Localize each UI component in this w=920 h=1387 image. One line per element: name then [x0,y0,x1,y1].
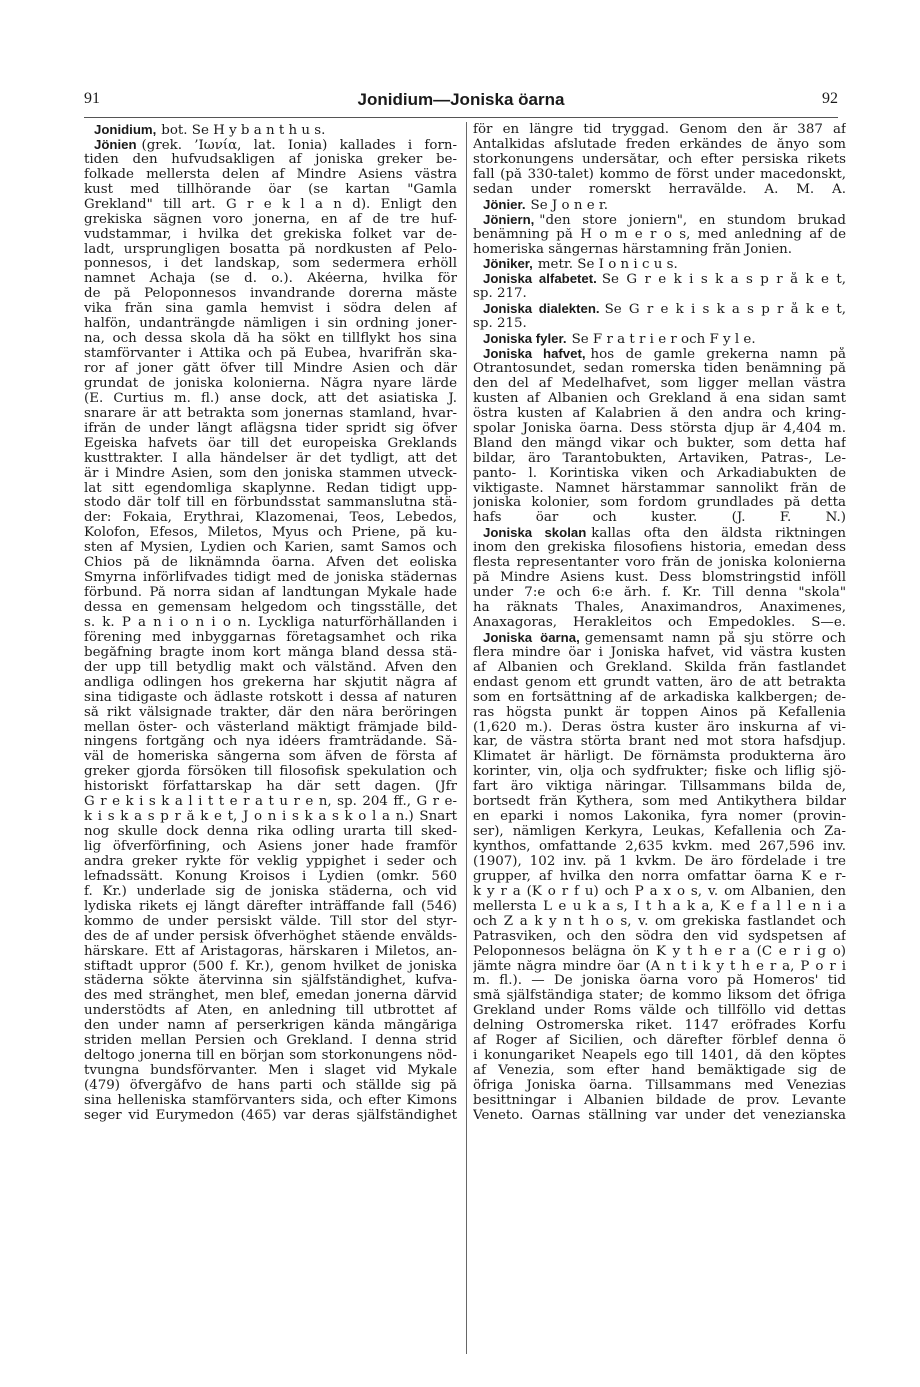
text-line: små själfständiga stater; de kommo liksom det öfriga [473,989,846,1004]
entry-line [473,257,846,272]
text-line: nog skulle dock denna rika odling urarta till sked- [84,825,457,840]
text-line: grupper, af hvilka den norra omfattar öarna K e r- [473,869,846,884]
text-line: sedan under romerskt herravälde. A. M. A. [473,182,846,197]
entry-text: kallas ofta den äldsta riktningen [591,526,846,542]
text-line: Chios på de liknämnda öarna. Äfven det eoliska [84,556,457,571]
text-line: den under namn af perserkrigen kända mångåriga [84,1019,457,1034]
text-line: kar, de västra störta brant ned mot stora hafsdjup. [473,735,846,750]
entry-text: metr. Se I o n i c u s. [537,257,678,273]
text-line: under 7:e och 6:e årh. f. Kr. Till denna "skola" [473,586,846,601]
text-line: Kolofon, Efesos, Miletos, Myus och Priene, på ku- [84,526,457,541]
text-line: m. fl.). — De joniska öarna voro på Homeros' tid [473,974,846,989]
text-line: af Albanien och Grekland. Skilda från fastlandet [473,660,846,675]
text-line: Egeiska hafvets öar till det europeiska Greklands [84,436,457,451]
text-line: är i Mindre Asien, som den joniska stammen utveck- [84,466,457,481]
text-line: Smyrna införlifvades tidigt med de joniska städernas [84,571,457,586]
entry-line [473,347,846,362]
text-line: lat sitt egendomliga skaplynne. Redan tidigt upp- [84,481,457,496]
text-line: Peloponnesos belägna ön K y t h e r a (C e r i g o) [473,944,846,959]
text-line: ifrån de under långt aflägsna tider spridt sig öfver [84,421,457,436]
text-line: Patrasviken, och den södra den vid sydspetsen af [473,929,846,944]
text-line: Grekland" till art. G r e k l a n d). Enligt den [84,197,457,212]
entry-line [473,526,846,541]
text-line: Klimatet är härligt. De förnämsta produkterna äro [473,750,846,765]
text-line: sten af Mysien, Lydien och Karien, samt Samos och [84,541,457,556]
text-line: benämning på H o m e r o s, med anledning af de [473,227,846,242]
text-line: förbund. På norra sidan af landtungan Mykale hade [84,586,457,601]
text-line: andra greker rykte för veklig yppighet i seder och [84,854,457,869]
text-line: des de af under persisk öfverhöghet stående envålds- [84,929,457,944]
text-line: der: Fokaia, Erythrai, Klazomenai, Teos, Lebedos, [84,511,457,526]
entry-text: hos de gamle grekerna namn på [590,347,846,362]
text-line: för en längre tid tryggad. Genom den år 387 af [473,123,846,137]
text-line: joniska kolonier, som fordom grundlades på detta [473,496,846,511]
text-line: och Z a k y n t h o s, v. om grekiska fastlandet och [473,914,846,929]
right-column [473,123,846,1124]
text-line: andliga odlingen hos grekerna har skjutit några af [84,675,457,690]
text-line: kommo de under persiskt välde. Till stor del styr- [84,914,457,929]
text-line: delning Östromerska riket. 1147 eröfrades Korfu [473,1019,846,1034]
text-line: k y r a (K o r f u) och P a x o s, v. om Albanien, den [473,884,846,899]
text-line: fall (på 330-talet) kommo de först under macedonskt, [473,167,846,182]
text-line: vika från sina gamla hemvist i södra delen af [84,302,457,317]
text-line: Antalkidas afslutade freden erkändes de ånyo som [473,137,846,152]
entry-text: Se G r e k i s k a s p r å k e t, [604,302,846,318]
entry-line [84,138,457,153]
text-line: tiden den hufvudsakligen af joniska greker be- [84,152,457,167]
text-line: fart äro viktiga näringar. Tillsammans bilda de, [473,780,846,795]
text-line: vudstammar, i hvilka det grekiska folket var de- [84,227,457,242]
page-header [84,90,838,114]
page-number-right: 92 [822,90,838,107]
text-line: endast genom ett grundt vatten, äro de att betrakta [473,675,846,690]
text-line: (1,620 m.). Deras östra kuster äro inskurna af vi- [473,720,846,735]
text-line: folkade mellersta delen af Mindre Asiens västra [84,167,457,182]
text-line: stiftadt uppror (500 f. Kr.), genom hvilket de joniska [84,959,457,974]
entry-line [473,213,846,228]
header-rule [84,117,838,118]
text-line: så rikt välsignade trakter, där den nära beröringen [84,705,457,720]
text-line: härskare. Ett af Aristagoras, härskaren i Miletos, an- [84,944,457,959]
text-line: ror af joner gått öfver till Mindre Asien och där [84,362,457,376]
entry-line [473,198,846,213]
text-line: lig öfverförfining, och Asiens joner hade framför [84,840,457,854]
entry-headword: Joniska alfabetet. [483,272,597,287]
entry-line [473,272,846,287]
text-line: en eparki i nomos Lakonika, fyra nomer (provin- [473,810,846,825]
text-line: na, och dessa skola då ha sökt en tillflykt hos sina [84,332,457,347]
entry-headword: Jonidium, [94,123,157,137]
entry-headword: Joniska öarna, [483,630,580,645]
text-line: korinter, vin, olja och sydfrukter; fiske och liflig sjö- [473,765,846,780]
text-line: Veneto. Öarnas ställning var under det venezianska [473,1108,846,1123]
text-line: (E. Curtius m. fl.) anse dock, att det asiatiska J. [84,391,457,406]
text-line: på Mindre Asiens kust. Dess blomstringstid inföll [473,571,846,586]
text-line: flera mindre öar i Joniska hafvet, vid västra kusten [473,645,846,660]
page-number-left: 91 [84,90,100,107]
text-line: dessa en gemensam helgedom och tingsställe, det [84,601,457,615]
text-line: sp. 215. [473,317,527,332]
text-line: som en fortsättning af de arkadiska kalkbergen; de- [473,690,846,705]
text-line: bildar, äro Tarantobukten, Artaviken, Patras-, Le- [473,451,846,466]
entry-line [473,631,846,646]
text-line: mellan öster- och västerland mäktigt främjade bild- [84,720,457,735]
text-line: sp. 217. [473,287,527,302]
text-line: tvungna bundsförvanter. Men i slaget vid Mykale [84,1064,457,1079]
text-line: ponnesos, i det landskap, som sedermera erhöll [84,257,457,272]
text-line: Anaxagoras, Herakleitos och Empedokles. S—e. [473,615,846,630]
text-line: jämte några mindre öar (A n t i k y t h e r a, P o r i [473,959,846,974]
text-line: understödts af Aten, en anledning till utbrottet af [84,1004,457,1019]
entry-text: bot. Se H y b a n t h u s. [161,123,326,138]
text-line: seger vid Eurymedon (465) var deras själfständighet [84,1108,457,1123]
text-line: lydiska rikets ej långt därefter inträffande fall (546) [84,899,457,914]
entry-line [473,302,846,317]
text-line: historiskt författarskap ha där sett dagen. (Jfr [84,780,457,795]
text-line: panto- l. Korintiska viken och Arkadiabukten de [473,466,846,481]
entry-text: Se G r e k i s k a s p r å k e t, [601,272,846,288]
text-line: k i s k a s p r å k e t, J o n i s k a s k o l a n.) Snart [84,810,457,825]
text-line: grekiska sägnen voro jonerna, en af de tre huf- [84,212,457,227]
text-line: snarare är att betrakta som jonernas stamland, hvar- [84,406,457,421]
running-title: Jonidium—Joniska öarna [357,90,565,109]
text-line: städerna sökte återvinna sin själfständighet, kufva- [84,974,457,989]
text-line: östra kusten af Kalabrien å den andra och kring- [473,406,846,421]
text-line: stodo där tolf till en förbundsstat sammanslutna stä- [84,496,457,511]
entry-text: Se J o n e r. [530,197,609,213]
entry-headword: Joniska fyler. [483,332,567,347]
text-line: begåfning bragte inom kort många bland dessa stä- [84,645,457,660]
text-line: namnet Achaja (se d. o.). Akéerna, hvilka för [84,272,457,287]
text-line: striden mellan Persien och Grekland. I denna strid [84,1034,457,1049]
text-line: flesta representanter voro från de joniska kolonierna [473,556,846,571]
text-line: mellersta L e u k a s, I t h a k a, K e f a l l e n i a [473,899,846,914]
text-line: grundat de joniska kolonierna. Några nyare lärde [84,376,457,391]
text-line: ha räknats Thales, Anaximandros, Anaximenes, [473,601,846,615]
text-line: halfön, undanträngde nämligen i sin ordning joner- [84,317,457,332]
text-line: besittningar i Albanien bildade de prov. Levante [473,1093,846,1108]
text-line: inom den grekiska filosofiens historia, emedan dess [473,541,846,556]
text-line: des med stränghet, men blef, emedan jonerna därvid [84,989,457,1004]
text-line: i konungariket Neapels ego till 1401, då den köptes [473,1049,846,1064]
entry-line [84,123,457,138]
text-line: (479) öfvergåfvo de hans parti och ställde sig på [84,1079,457,1093]
text-line: de på Peloponnesos invandrande dorerna måste [84,287,457,302]
text-line: kusten af Albanien och Grekland å ena sidan samt [473,391,846,406]
entry-text: (grek. ’Ιωνία, lat. Ionia) kallades i forn- [141,137,457,153]
text-line: sina tidigaste och ädlaste rotskott i dessa af naturen [84,690,457,705]
text-line: s. k. P a n i o n i o n. Lyckliga naturförhållanden i [84,615,457,630]
text-line: homeriska sångernas härstamning från Jonien. [473,242,792,257]
entry-headword: Joniska dialekten. [483,302,600,317]
text-line: storkonungens undersåtar, och efter persiska rikets [473,152,846,167]
entry-headword: Jönier. [483,197,526,212]
text-line: Bland den mängd vikar och bukter, som detta haf [473,436,846,451]
text-line: förening med inbyggarnas företagsamhet och rika [84,630,457,645]
entry-headword: Jöniker, [483,257,533,272]
text-line: väl de homeriska sångerna som äfven de första af [84,750,457,765]
text-line: kusttrakter. I alla händelser är det tydligt, att det [84,451,457,466]
entry-text: "den store joniern", en stundom brukad [539,212,846,228]
entry-line [473,332,846,347]
text-line: ser), nämligen Kerkyra, Leukas, Kefallenia och Za- [473,825,846,840]
entry-text: Se F r a t r i e r och F y l e. [571,332,756,348]
text-line: greker gjorda försöken till filosofisk spekulation och [84,765,457,780]
text-line: kynthos, omfattande 2,635 kvkm. med 267,596 inv. [473,840,846,854]
text-line: der upp till betydlig makt och välstånd. Äfven den [84,660,457,675]
text-line: ladt, ursprungligen bosatta på nordkusten af Pelo- [84,242,457,257]
entry-headword: Jönien [94,137,137,152]
text-line: af Venezia, som efter hand bemäktigade sig de [473,1064,846,1079]
text-line: bortsedt från Kythera, som med Antikythera bildar [473,795,846,810]
text-line: G r e k i s k a l i t t e r a t u r e n, sp. 204 ff., G r e- [84,795,457,810]
left-column [84,123,457,1124]
entry-text: gemensamt namn på sju större och [584,630,846,646]
text-line: ras högsta punkt är toppen Ainos på Kefallenia [473,705,846,720]
text-line: stamförvanter i Attika och på Eubea, hvarifrån ska- [84,347,457,362]
text-line: f. Kr.) underlade sig de joniska städerna, och vid [84,884,457,899]
text-line: spolar Joniska öarna. Dess största djup är 4,404 m. [473,421,846,436]
column-divider [466,122,467,1354]
text-line: Grekland under Roms välde och tillföllo vid dettas [473,1004,846,1019]
text-line: sina helleniska stamförvanters sida, och efter Kimons [84,1093,457,1108]
text-line: öfriga Joniska öarna. Tillsammans med Venezias [473,1079,846,1093]
text-line: ningens fortgång och nya idéers framträdande. Så- [84,735,457,750]
entry-headword: Jöniern, [483,212,535,227]
text-line: lefnadssätt. Konung Kroisos i Lydien (omkr. 560 [84,869,457,884]
text-line: hafs öar och kuster. (J. F. N.) [473,511,846,526]
text-line: (1907), 102 inv. på 1 kvkm. De äro fördelade i tre [473,854,846,869]
text-line: af Roger af Sicilien, och därefter förblef denna ö [473,1034,846,1049]
text-line: deltogo jonerna till en början som storkonungens nöd- [84,1049,457,1064]
entry-headword: Joniska skolan [483,526,587,541]
entry-headword: Joniska hafvet, [483,347,586,362]
text-line: den del af Medelhafvet, som ligger mellan västra [473,376,846,391]
text-line: kust med tillhörande öar (se kartan "Gamla [84,182,457,197]
text-line: viktigaste. Namnet härstammar sannolikt från de [473,481,846,496]
text-line: Otrantosundet, sedan romerska tiden benämning på [473,362,846,376]
